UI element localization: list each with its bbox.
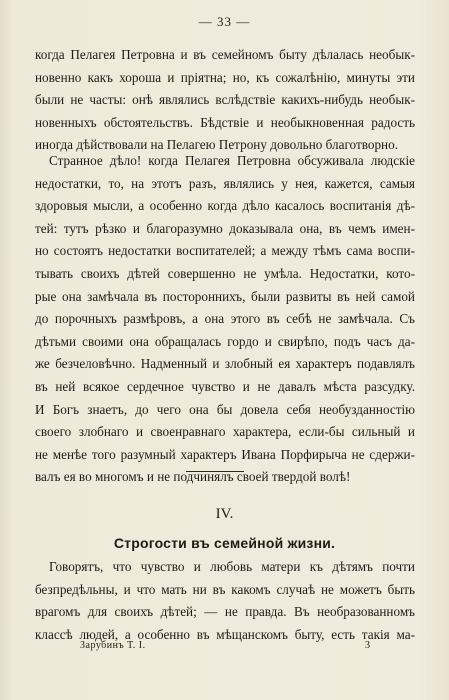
text-line: классѣ людей, а особенно въ мѣщанскомъ быту, есть такія ма-: [35, 626, 415, 642]
paragraph-2: [35, 150, 415, 489]
text-line: въ ней всякое сердечное чувство и не давалъ мѣста разсудку.: [35, 378, 415, 394]
signature-mark: Зарубинъ Т. I.: [80, 640, 146, 651]
text-line: дѣтьми своими она обращалась гордо и свирѣпо, подъ часъ да-: [35, 333, 415, 349]
text-line: безпредѣльны, и что мать ни въ какомъ случаѣ не можетъ быть: [35, 581, 415, 597]
page-number: — 33 —: [198, 14, 251, 29]
text-line: не менѣе того разумный характеръ Ивана Порфирыча не сдержи-: [35, 446, 415, 462]
paragraph-3: [35, 556, 415, 646]
text-line: до порочныхъ размѣровъ, а она этого въ себѣ не замѣчала. Съ: [35, 311, 415, 327]
text-line: здоровыя мысли, а особенно когда дѣло касалось воспитанія дѣ-: [35, 198, 415, 214]
text-line: валъ ея во многомъ и не подчинялъ своей твердой волѣ!: [35, 469, 351, 485]
text-line: недостатки, то, на этотъ разъ, являлись у нея, кажется, самыя: [35, 175, 415, 191]
text-line: но состоятъ недостатки воспитателей; а между тѣмъ сама воспи-: [35, 243, 415, 259]
text-line: своего злобнаго и своенравнаго характера, если-бы сильный и: [35, 424, 415, 440]
text-line: когда Пелагея Петровна и въ семейномъ быту дѣлалась необык-: [35, 47, 415, 62]
text-line: тывать своихъ дѣтей совершенно не умѣла. Недостатки, кото-: [35, 265, 415, 281]
paragraph-1: [35, 44, 415, 157]
text-line: Странное дѣло! когда Пелагея Петровна обсуживала людскіе: [49, 153, 415, 168]
text-line: новенныхъ обстоятельствъ. Бѣдствіе и необыкновенная радость: [35, 114, 415, 130]
text-line: врагомъ для своихъ дѣтей; — не правда. Въ необразованномъ: [35, 604, 415, 620]
text-line: рые она замѣчала въ постороннихъ, были развиты въ ней самой: [35, 288, 415, 304]
section-divider: [186, 471, 244, 472]
text-line: же безчеловѣчно. Надменный и злобный ея характеръ подавлялъ: [35, 356, 415, 372]
text-line: новенно какъ хороша и пріятна; но, къ сожалѣнію, минуты эти: [35, 69, 415, 85]
chapter-title: Строгости въ семейной жизни.: [113, 535, 336, 551]
text-line: были не часты: онѣ являлись вслѣдствіе какихъ-нибудь необык-: [35, 92, 415, 108]
chapter-number: IV.: [215, 506, 234, 522]
text-line: Говорятъ, что чувство и любовь матери къ дѣтямъ почти: [49, 559, 415, 574]
signature-number: 3: [365, 640, 370, 651]
text-line: иногда дѣйствовали на Пелагею Петрону довольно благотворно.: [35, 137, 398, 153]
text-line: И Богъ знаетъ, до чего она бы довела себя необузданностію: [35, 401, 415, 417]
text-line: тей: тутъ рѣзко и благоразумно доказывала она, въ чемъ имен-: [35, 220, 415, 236]
